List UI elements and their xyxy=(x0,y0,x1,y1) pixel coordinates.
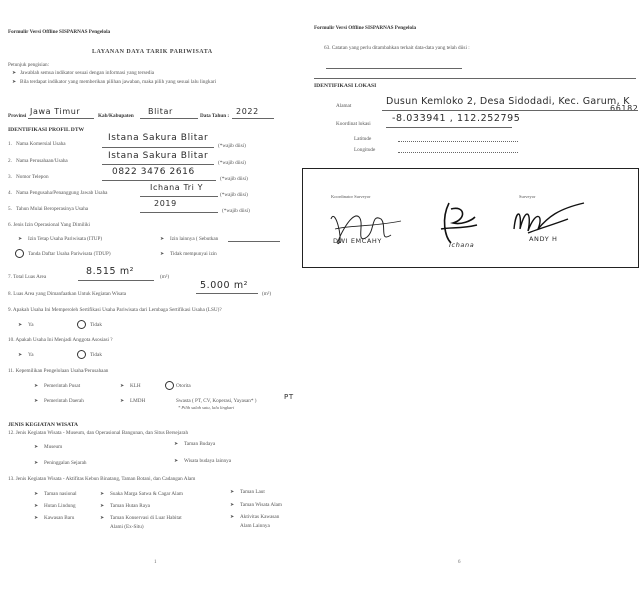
q7-unit: (m²) xyxy=(160,274,170,280)
address-value-postal: 66182 xyxy=(610,104,639,113)
q12-option-culture-park[interactable]: Taman Budaya xyxy=(184,441,216,447)
arrow-icon: ➤ xyxy=(160,237,165,242)
q8-unit: (m²) xyxy=(262,291,272,297)
divider xyxy=(314,78,636,79)
coordinate-value[interactable]: -8.033941 , 112.252795 xyxy=(392,113,521,124)
selected-circle-mark xyxy=(165,381,174,390)
q6-option-other[interactable]: Izin lainnya ( Sebutkan xyxy=(170,236,219,242)
left-form-page xyxy=(0,0,304,611)
q10-option-yes[interactable]: Ya xyxy=(28,352,34,358)
underline xyxy=(382,110,638,111)
q13-option-cont: Alam Lainnya xyxy=(240,523,270,529)
q13-option-cont: Alami (Ex-Situ) xyxy=(110,524,144,530)
arrow-icon: ➤ xyxy=(34,399,39,404)
q8-value[interactable]: 5.000 m² xyxy=(200,280,249,291)
signature-box xyxy=(302,168,639,268)
q63-label: 63. Catatan yang perlu ditambahkan terkait data-data yang telah diisi : xyxy=(324,45,470,51)
arrow-icon: ➤ xyxy=(120,384,125,389)
year-value[interactable]: 2022 xyxy=(236,107,259,116)
instructions-label: Petunjuk pengisian: xyxy=(8,62,50,68)
coordinator-signature-icon xyxy=(321,199,421,255)
underline xyxy=(140,196,218,197)
q11-option-regional-gov[interactable]: Pemerintah Daerah xyxy=(44,398,84,404)
underline xyxy=(228,241,280,242)
q13-option[interactable]: Kawasan Baru xyxy=(44,515,75,521)
q7-label: 7. Total Luas Area xyxy=(8,274,47,280)
selected-circle-mark xyxy=(77,350,86,359)
regency-label: Kab/Kabupaten xyxy=(98,113,134,119)
address-value[interactable]: Dusun Kemloko 2, Desa Sidodadi, Kec. Garum, K xyxy=(386,96,630,107)
underline xyxy=(140,212,218,213)
underline xyxy=(232,118,274,119)
longitude-field[interactable] xyxy=(398,152,518,153)
arrow-icon: ➤ xyxy=(18,237,23,242)
form-header: Formulir Versi Offline SISPARNAS Pengelola xyxy=(314,25,417,31)
form-header: Formulir Versi Offline SISPARNAS Pengelola xyxy=(8,29,111,35)
field-3-label: Nomor Telepon xyxy=(16,174,49,180)
q13-option[interactable]: Hutan Lindung xyxy=(44,503,76,509)
q7-value[interactable]: 8.515 m² xyxy=(86,266,135,277)
q10-label: 10. Apakah Usaha Ini Menjadi Anggota Asosiasi ? xyxy=(8,337,113,343)
q10-option-no[interactable]: Tidak xyxy=(90,352,102,358)
arrow-icon: ➤ xyxy=(230,503,235,508)
coordinator-title: Koordinator Surveyor xyxy=(331,194,371,199)
underline xyxy=(140,118,198,119)
field-4-note: (*wajib diisi) xyxy=(220,192,248,198)
instruction-2: Bila terdapat indikator yang memberikan pilihan jawaban, maka pilih yang sesuai lalu lingkari xyxy=(20,79,217,85)
province-value[interactable]: Jawa Timur xyxy=(30,107,81,116)
surveyor-title: Surveyor xyxy=(519,194,536,199)
longitude-label: Longitude xyxy=(354,147,376,153)
q13-option[interactable]: Taman Konservasi di Luar Habitat xyxy=(110,515,182,521)
arrow-icon: ➤ xyxy=(230,515,235,520)
arrow-icon: ➤ xyxy=(12,80,17,85)
q9-option-no[interactable]: Tidak xyxy=(90,322,102,328)
arrow-icon: ➤ xyxy=(100,504,105,509)
address-label: Alamat xyxy=(336,103,352,109)
q13-option[interactable]: Taman Wisata Alam xyxy=(240,502,282,508)
q13-option[interactable]: Taman Laut xyxy=(240,489,265,495)
underline xyxy=(102,147,214,148)
form-title: LAYANAN DAYA TARIK PARIWISATA xyxy=(92,49,213,55)
q13-option[interactable]: Taman nasional xyxy=(44,491,77,497)
year-label: Data Tahun : xyxy=(200,113,230,119)
field-3-value[interactable]: 0822 3476 2616 xyxy=(112,167,195,177)
field-5-note: (*wajib diisi) xyxy=(222,208,250,214)
field-4-label: Nama Pengusaha/Penanggung Jawab Usaha xyxy=(16,190,108,196)
q9-option-yes[interactable]: Ya xyxy=(28,322,34,328)
arrow-icon: ➤ xyxy=(34,384,39,389)
arrow-icon: ➤ xyxy=(18,323,23,328)
field-3-note: (*wajib diisi) xyxy=(220,176,248,182)
q11-option-authority[interactable]: Otorita xyxy=(176,383,191,389)
field-3-num: 3. xyxy=(8,174,12,180)
arrow-icon: ➤ xyxy=(160,252,165,257)
latitude-field[interactable] xyxy=(398,141,518,142)
q11-option-central-gov[interactable]: Pemerintah Pusat xyxy=(44,383,81,389)
q11-option-private[interactable]: Swasta ( PT, CV, Koperasi, Yayasan* ) xyxy=(176,398,257,404)
q11-option-klh[interactable]: KLH xyxy=(130,383,141,389)
arrow-icon: ➤ xyxy=(12,71,17,76)
arrow-icon: ➤ xyxy=(34,445,39,450)
underline xyxy=(102,180,216,181)
field-2-label: Nama Perusahaan/Usaha xyxy=(16,158,68,164)
arrow-icon: ➤ xyxy=(120,399,125,404)
field-2-num: 2. xyxy=(8,158,12,164)
q11-label: 11. Kepemilikan Pengelolaan Usaha/Perusahaan xyxy=(8,368,109,374)
q11-option-lmdh[interactable]: LMDH xyxy=(130,398,146,404)
underline xyxy=(28,118,94,119)
arrow-icon: ➤ xyxy=(34,461,39,466)
underline xyxy=(386,127,512,128)
q6-option-none[interactable]: Tidak mempunyai izin xyxy=(170,251,217,257)
q12-option-museum[interactable]: Museum xyxy=(44,444,63,450)
instruction-1: Jawablah semua indikator sesuai dengan informasi yang tersedia xyxy=(20,70,155,76)
arrow-icon: ➤ xyxy=(34,516,39,521)
q6-label: 6. Jenis Izin Operasional Yang Dimiliki xyxy=(8,222,90,228)
field-1-label: Nama Komersial Usaha xyxy=(16,141,66,147)
q8-label: 8. Luas Area yang Dimanfaatkan Untuk Kegiatan Wisata xyxy=(8,291,127,297)
regency-value[interactable]: Blitar xyxy=(148,107,173,116)
field-4-num: 4. xyxy=(8,190,12,196)
q9-label: 9. Apakah Usaha Ini Memperoleh Sertifikasi Usaha Pariwisata dari Lembaga Sertifikasi Usaha (LSU)? xyxy=(8,307,222,313)
right-form-page xyxy=(304,0,640,611)
arrow-icon: ➤ xyxy=(174,442,179,447)
page-number: 6 xyxy=(458,560,461,565)
arrow-icon: ➤ xyxy=(100,516,105,521)
page-number: 1 xyxy=(154,560,157,565)
selected-circle-mark xyxy=(15,249,24,258)
q6-option-itup[interactable]: Izin Tetap Usaha Pariwisata (ITUP) xyxy=(28,236,103,242)
q13-option[interactable]: Aktivitas Kawasan xyxy=(240,514,280,520)
section-location-title: IDENTIFIKASI LOKASI xyxy=(314,83,377,89)
field-2-note: (*wajib diisi) xyxy=(218,160,246,166)
arrow-icon: ➤ xyxy=(100,492,105,497)
latitude-label: Latitude xyxy=(354,136,372,142)
underline xyxy=(196,293,258,294)
q12-option-heritage[interactable]: Peninggalan Sejarah xyxy=(44,460,87,466)
field-4-value[interactable]: Ichana Tri Y xyxy=(150,183,204,192)
field-1-value[interactable]: Istana Sakura Blitar xyxy=(108,133,209,143)
section-activity-title: JENIS KEGIATAN WISATA xyxy=(8,422,79,428)
q13-option[interactable]: Suaka Marga Satwa & Cagar Alam xyxy=(110,491,183,497)
arrow-icon: ➤ xyxy=(34,492,39,497)
arrow-icon: ➤ xyxy=(18,353,23,358)
q11-private-handwritten: PT xyxy=(284,393,294,401)
arrow-icon: ➤ xyxy=(230,490,235,495)
notes-line xyxy=(326,68,462,69)
section-profile-title: IDENTIFIKASI PROFIL DTW xyxy=(8,127,85,133)
field-5-num: 5. xyxy=(8,206,12,212)
q13-label: 13. Jenis Kegiatan Wisata - Aktifitas Kebun Binatang, Taman Botani, dan Cadangan Alam xyxy=(8,476,196,482)
field-1-num: 1. xyxy=(8,141,12,147)
field-5-label: Tahun Mulai Beroperasinya Usaha xyxy=(16,206,89,212)
selected-circle-mark xyxy=(77,320,86,329)
underline xyxy=(78,280,154,281)
province-label: Provinsi xyxy=(8,113,27,119)
surveyor-name: ANDY H xyxy=(529,235,558,243)
q12-label: 12. Jenis Kegiatan Wisata - Museum, dan Operasional Bangunan, dan Situs Bersejarah xyxy=(8,430,189,436)
arrow-icon: ➤ xyxy=(34,504,39,509)
q12-option-other-culture[interactable]: Wisata budaya lainnya xyxy=(184,458,232,464)
field-5-value[interactable]: 2019 xyxy=(154,199,177,208)
field-2-value[interactable]: Istana Sakura Blitar xyxy=(108,151,209,161)
arrow-icon: ➤ xyxy=(174,459,179,464)
q13-option[interactable]: Taman Hutan Raya xyxy=(110,503,150,509)
coordinator-name: DWI EMCAHY xyxy=(333,237,382,245)
coordinate-label: Koordinat lokasi xyxy=(336,121,371,127)
q11-note: * Pilih salah satu, lalu lingkari xyxy=(178,405,235,410)
q6-option-tdup[interactable]: Tanda Daftar Usaha Pariwisata (TDUP) xyxy=(28,251,111,257)
field-1-note: (*wajib diisi) xyxy=(218,143,246,149)
underline xyxy=(102,164,214,165)
pic-name: Ichana xyxy=(449,241,475,249)
